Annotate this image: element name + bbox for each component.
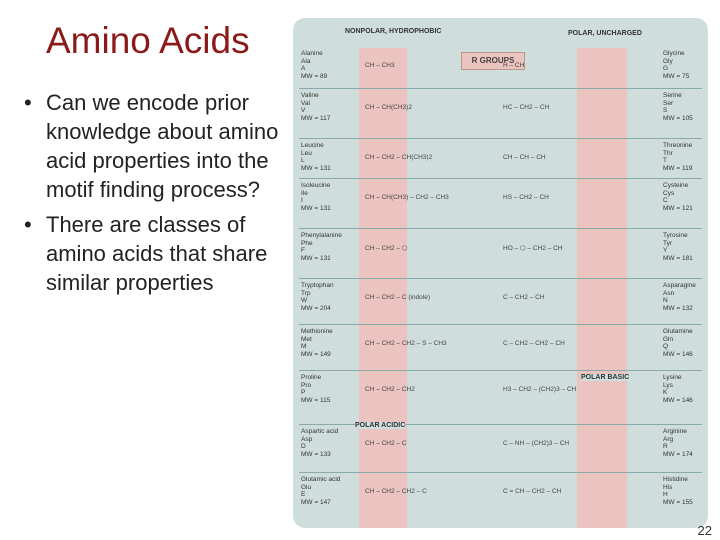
r-group-formula: H3 – CH2 – (CH2)3 – CH: [503, 386, 577, 393]
amino-acid-label: Glutamine Gln Q MW = 146: [663, 328, 693, 358]
polar-acidic-header: POLAR ACIDIC: [355, 422, 406, 429]
amino-acid-figure: [293, 18, 708, 528]
row-divider: [299, 324, 498, 325]
amino-acid-label: Phenylalanine Phe F MW = 131: [301, 232, 342, 262]
row-divider: [299, 138, 498, 139]
r-group-formula: CH – CH2 – C: [365, 440, 407, 447]
r-group-formula: CH – CH2 – C (indole): [365, 294, 431, 301]
amino-acid-label: Cysteine Cys C MW = 121: [663, 182, 693, 212]
row-divider: [299, 370, 498, 371]
r-group-formula: HS – CH2 – CH: [503, 194, 549, 201]
page-number: 22: [697, 523, 712, 538]
row-divider: [498, 138, 702, 139]
row-divider: [498, 472, 702, 473]
nonpolar-header: NONPOLAR, HYDROPHOBIC: [345, 28, 442, 35]
bullet-item: [24, 210, 286, 297]
row-divider: [299, 278, 498, 279]
amino-acid-label: Alanine Ala A MW = 89: [301, 50, 328, 80]
right-backbone-band: [577, 48, 630, 528]
r-group-formula: CH – CH(CH3) – CH2 – CH3: [365, 194, 449, 201]
left-backbone-band: [359, 48, 407, 528]
amino-acid-label: Aspartic acid Asp D MW = 133: [301, 428, 339, 458]
row-divider: [498, 424, 702, 425]
r-group-formula: CH – CH – CH: [503, 154, 546, 161]
r-group-formula: C = CH – CH2 – CH: [503, 488, 562, 495]
r-group-formula: C – CH2 – CH2 – CH: [503, 340, 565, 347]
amino-acid-label: Glycine Gly G MW = 75: [663, 50, 690, 80]
r-group-formula: H – CH: [503, 62, 525, 69]
r-group-formula: CH – CH2 – CH(CH3)2: [365, 154, 433, 161]
r-group-formula: CH – CH2 – ⬡: [365, 245, 408, 252]
amino-acid-label: Serine Ser S MW = 105: [663, 92, 693, 122]
row-divider: [498, 278, 702, 279]
r-group-formula: C – NH – (CH2)3 – CH: [503, 440, 570, 447]
row-divider: [299, 228, 498, 229]
r-group-formula: CH – CH(CH3)2: [365, 104, 412, 111]
amino-acid-label: Arginine Arg R MW = 174: [663, 428, 693, 458]
row-divider: [299, 178, 498, 179]
amino-acid-label: Isoleucine Ile I MW = 131: [301, 182, 331, 212]
row-divider: [498, 88, 702, 89]
amino-acid-label: Methionine Met M MW = 149: [301, 328, 333, 358]
r-group-formula: CH – CH2 – CH2 – S – CH3: [365, 340, 447, 347]
amino-acid-label: Histidine His H MW = 155: [663, 476, 693, 506]
amino-acid-label: Valine Val V MW = 117: [301, 92, 331, 122]
amino-acid-label: Asparagine Asn N MW = 132: [663, 282, 696, 312]
r-group-formula: CH – CH2 – CH2: [365, 386, 415, 393]
r-group-formula: CH – CH2 – CH2 – C: [365, 488, 427, 495]
amino-acid-label: Tryptophan Trp W MW = 204: [301, 282, 334, 312]
polar-uncharged-header: POLAR, UNCHARGED: [568, 30, 642, 37]
row-divider: [498, 324, 702, 325]
amino-acid-label: Tyrosine Tyr Y MW = 181: [663, 232, 693, 262]
row-divider: [299, 88, 498, 89]
amino-acid-label: Leucine Leu L MW = 131: [301, 142, 331, 172]
polar-basic-header: POLAR BASIC: [581, 374, 630, 381]
row-divider: [299, 472, 498, 473]
amino-acid-label: Lysine Lys K MW = 146: [663, 374, 693, 404]
amino-acid-label: Glutamic acid Glu E MW = 147: [301, 476, 341, 506]
r-group-formula: C – CH2 – CH: [503, 294, 545, 301]
r-group-formula: CH – CH3: [365, 62, 395, 69]
bullet-text: Can we encode prior knowledge about amino acid properties into the motif finding process?: [46, 90, 279, 202]
bullet-item: [24, 88, 286, 204]
row-divider: [498, 370, 702, 371]
bullet-text: There are classes of amino acids that share similar properties: [46, 212, 268, 295]
row-divider: [498, 178, 702, 179]
amino-acid-label: Threonine Thr T MW = 119: [663, 142, 693, 172]
bullet-list: [24, 88, 286, 303]
r-groups-label: R GROUPS: [461, 52, 525, 70]
slide-title: Amino Acids: [46, 20, 250, 61]
bullet-dot: •: [24, 90, 32, 115]
r-group-formula: HO – ⬡ – CH2 – CH: [503, 245, 563, 252]
amino-acid-label: Proline Pro P MW = 115: [301, 374, 331, 404]
r-group-formula: HC – CH2 – CH: [503, 104, 550, 111]
row-divider: [498, 228, 702, 229]
bullet-dot: •: [24, 212, 32, 237]
